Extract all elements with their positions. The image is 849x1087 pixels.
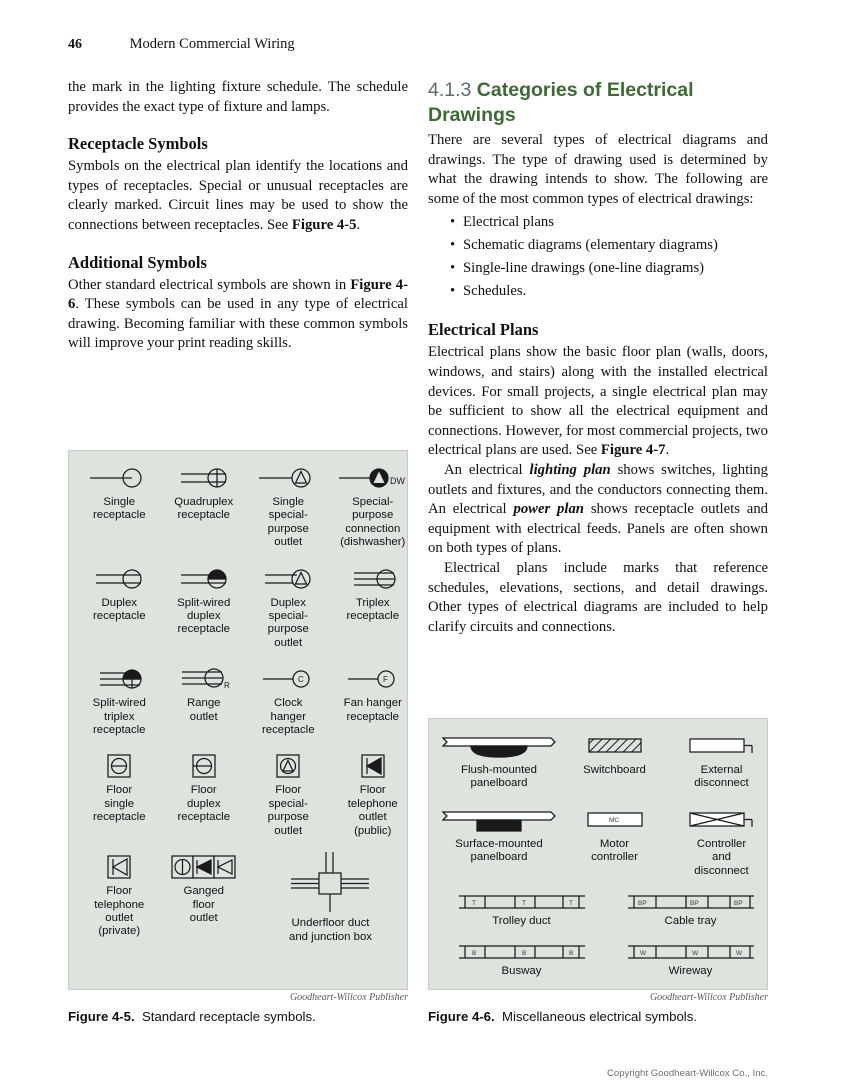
running-head (68, 36, 782, 53)
floor-telephone-outlet-private-symbol (103, 852, 135, 882)
symbol-cell-floor-special-purpose-outlet (246, 751, 331, 838)
symbol-cell-underfloor-duct-junction-box (246, 852, 415, 944)
paragraph-electrical-plans-2 (428, 461, 768, 559)
symbol-annotation: F (382, 675, 388, 685)
figure-4-5-row (69, 838, 423, 944)
symbol-label: Triplex receptacle (346, 596, 400, 623)
symbol-label: Controller and disconnect (694, 837, 749, 877)
heading-receptacle-symbols: Receptacle Symbols (68, 134, 208, 154)
symbol-label: Split-wired triplex receptacle (92, 697, 146, 737)
figure-reference-4-6: Figure 4-6 (68, 276, 408, 313)
section-heading (428, 78, 768, 128)
single-receptacle-symbol (88, 463, 150, 493)
figure-4-5-credit: Goodheart-Willcox Publisher (289, 992, 408, 1003)
symbol-label: Wireway (668, 965, 713, 978)
caption-text: Miscellaneous electrical symbols. (502, 1009, 697, 1024)
symbol-label: Duplex special- purpose outlet (267, 596, 309, 649)
paragraph-electrical-plans-3: Electrical plans include marks that reference schedules, elevations, sections, and detail drawings. Other types of electrical diagrams are included to help clarify circuits and connections. (428, 559, 768, 635)
symbol-cell-floor-telephone-outlet-private (77, 852, 162, 944)
book-title: Modern Commercial Wiring (129, 36, 295, 52)
figure-4-6-row (429, 719, 783, 791)
symbol-annotation: MC (608, 816, 619, 824)
symbol-cell-split-wired-triplex-receptacle (77, 664, 162, 737)
symbol-label: External disconnect (694, 764, 749, 790)
quadruplex-receptacle-symbol (173, 463, 235, 493)
symbol-annotation: B (521, 950, 526, 958)
symbol-annotation: T (471, 900, 476, 908)
symbol-annotation: BP (689, 900, 699, 908)
symbol-cell-floor-telephone-outlet-public (331, 751, 416, 838)
motor-controller-symbol (583, 805, 647, 835)
symbol-cell-controller-and-disconnect (668, 805, 775, 878)
single-special-purpose-outlet-symbol (257, 463, 319, 493)
symbol-annotation: BP (733, 900, 743, 908)
symbol-cell-fan-hanger-receptacle (331, 664, 416, 737)
duplex-special-purpose-outlet-symbol (257, 564, 319, 594)
caption-text: Standard receptacle symbols. (142, 1009, 316, 1024)
caption-label: Figure 4-6. (428, 1009, 495, 1024)
symbol-label: Quadruplex receptacle (174, 496, 234, 522)
symbol-cell-surface-mounted-panelboard (437, 805, 561, 878)
symbol-annotation: B (471, 950, 476, 958)
floor-special-purpose-outlet-symbol (272, 751, 304, 781)
symbol-label: Flush-mounted panelboard (461, 764, 537, 790)
switchboard-symbol (583, 731, 647, 761)
symbol-annotation: W (691, 950, 698, 958)
symbol-cell-range-outlet (162, 664, 247, 737)
para-text-end: . (356, 216, 361, 233)
symbol-label: Single receptacle (92, 496, 146, 522)
range-outlet-symbol (172, 664, 236, 694)
controller-and-disconnect-symbol (686, 805, 758, 835)
symbol-cell-ganged-floor-outlet (162, 852, 247, 944)
para-text: Symbols on the electrical plan identify the locations and types of receptacles. Special or unusual receptacles are clearly marked. Circuit lines may be used to show the connections between receptacles. See (68, 158, 408, 233)
paragraph-electrical-plans-1 (428, 343, 768, 461)
clock-hanger-receptacle-symbol (257, 664, 319, 694)
symbol-annotation: B (568, 950, 573, 958)
floor-telephone-outlet-public-symbol (357, 751, 389, 781)
symbol-annotation: W (639, 950, 646, 958)
term-lighting-plan: lighting plan (529, 461, 611, 478)
symbol-cell-busway (437, 942, 606, 978)
figure-4-5-box (68, 450, 408, 990)
symbol-annotation: BP (637, 900, 647, 908)
para-text: shows switches, lighting outlets and fixtures, and the conductors connecting them. An electrical (428, 461, 768, 518)
figure-4-6-caption (428, 1008, 778, 1025)
symbol-annotation: T (521, 900, 526, 908)
symbol-label: Special- purpose connection (dishwasher) (340, 496, 406, 549)
symbol-cell-quadruplex-receptacle (162, 463, 247, 550)
figure-reference-4-5: Figure 4-5 (291, 216, 357, 233)
heading-additional-symbols: Additional Symbols (68, 252, 207, 272)
symbol-annotation: T (568, 900, 573, 908)
list-item: • Schedules. (450, 280, 768, 303)
symbol-cell-external-disconnect (668, 731, 775, 791)
para-text: An electrical (444, 461, 530, 478)
figure-4-5-caption (68, 1008, 418, 1025)
underfloor-duct-junction-box-symbol (281, 852, 381, 914)
wireway-symbol (626, 942, 756, 962)
symbol-label: Clock hanger receptacle (261, 697, 315, 737)
left-column (68, 78, 408, 354)
right-column (428, 78, 768, 637)
external-disconnect-symbol (686, 731, 758, 761)
symbol-cell-duplex-special-purpose-outlet (246, 564, 331, 651)
split-wired-duplex-receptacle-symbol (173, 564, 235, 594)
para-text-end: . (665, 442, 670, 459)
figure-4-5-row (69, 650, 423, 737)
symbol-label: Floor single receptacle (92, 784, 146, 824)
symbol-label: Ganged floor outlet (183, 885, 225, 924)
figure-4-5-row (69, 737, 423, 838)
split-wired-triplex-receptacle-symbol (88, 664, 150, 694)
symbol-label: Floor duplex receptacle (177, 784, 231, 824)
paragraph-intro: There are several types of electrical diagrams and drawings. The type of drawing used is determined by what the drawing intends to show. The following are some of the most common types of electrical drawings: (428, 132, 768, 207)
floor-single-receptacle-symbol (103, 751, 135, 781)
cable-tray-symbol (626, 892, 756, 912)
symbol-label: Surface-mounted panelboard (455, 837, 543, 864)
symbol-label: Floor telephone outlet (private) (94, 885, 145, 938)
figure-4-6-row (429, 878, 783, 928)
symbol-label: Motor controller (591, 837, 638, 864)
copyright-line: Copyright Goodheart-Willcox Co., Inc. (606, 1068, 768, 1079)
symbol-label: Range outlet (186, 697, 221, 723)
para-text-end: shows receptacle outlets and equipment with electrical feeds. Panels are often shown on both types of plans. (428, 501, 769, 557)
special-purpose-connection-symbol (337, 463, 409, 493)
symbol-cell-trolley-duct (437, 892, 606, 928)
symbol-cell-single-special-purpose-outlet (246, 463, 331, 550)
list-item: • Schematic diagrams (elementary diagrams) (450, 234, 768, 257)
heading-electrical-plans: Electrical Plans (428, 320, 539, 340)
trolley-duct-symbol (457, 892, 587, 912)
symbol-cell-split-wired-duplex-receptacle (162, 564, 247, 651)
symbol-cell-motor-controller (561, 805, 668, 878)
symbol-label: Split-wired duplex receptacle (177, 596, 231, 636)
fan-hanger-receptacle-symbol (342, 664, 404, 694)
surface-mounted-panelboard-symbol (439, 805, 559, 835)
symbol-label: Trolley duct (492, 915, 551, 928)
busway-symbol (457, 942, 587, 962)
floor-duplex-receptacle-symbol (188, 751, 220, 781)
figure-reference-4-7: Figure 4-7 (600, 442, 666, 459)
symbol-cell-floor-single-receptacle (77, 751, 162, 838)
list-item: • Single-line drawings (one-line diagrams) (450, 257, 768, 280)
symbol-label: Underfloor duct and junction box (289, 917, 372, 943)
caption-label: Figure 4-5. (68, 1009, 135, 1024)
triplex-receptacle-symbol (342, 564, 404, 594)
para-text: Other standard electrical symbols are shown in (68, 276, 351, 293)
symbol-cell-switchboard (561, 731, 668, 791)
symbol-label: Fan hanger receptacle (343, 697, 402, 723)
symbol-annotation: C (298, 675, 305, 685)
page-number: 46 (68, 37, 82, 52)
symbol-cell-special-purpose-connection (331, 463, 416, 550)
symbol-label: Cable tray (664, 915, 717, 928)
symbol-annotation: DW (389, 476, 405, 486)
symbol-label: Floor telephone outlet (public) (347, 784, 398, 837)
symbol-cell-triplex-receptacle (331, 564, 416, 651)
section-title: Categories of Electrical Drawings (428, 79, 694, 126)
para-text: Electrical plans show the basic floor plan (walls, doors, windows, and stairs) along with the installed electrical devices. For small projects, a single electrical plan may be sufficient to show all the electrical equipment and connections. However, for most commercial projects, two electrical plans are used. See (428, 344, 768, 459)
symbol-label: Floor special- purpose outlet (267, 784, 309, 837)
section-number: 4.1.3 (428, 79, 472, 101)
duplex-receptacle-symbol (88, 564, 150, 594)
figure-4-6-credit: Goodheart-Willcox Publisher (649, 992, 768, 1003)
symbol-label: Duplex receptacle (92, 596, 146, 623)
figure-4-5-row (69, 451, 423, 550)
figure-4-6-box (428, 718, 768, 990)
symbol-cell-flush-mounted-panelboard (437, 731, 561, 791)
symbol-cell-clock-hanger-receptacle (246, 664, 331, 737)
paragraph-receptacle-symbols (68, 157, 408, 235)
figure-4-5-row (69, 550, 423, 651)
flush-mounted-panelboard-symbol (439, 731, 559, 761)
ganged-floor-outlet-symbol (168, 852, 240, 882)
list-item: • Electrical plans (450, 211, 768, 234)
symbol-label: Single special- purpose outlet (267, 496, 309, 549)
symbol-annotation: W (735, 950, 742, 958)
symbol-cell-floor-duplex-receptacle (162, 751, 247, 838)
symbol-cell-wireway (606, 942, 775, 978)
figure-4-6-row (429, 791, 783, 878)
symbol-annotation: R (223, 681, 230, 691)
para-text-end: . These symbols can be used in any type of electrical drawing. Becoming familiar with these common symbols will improve your print reading skills. (68, 296, 408, 352)
symbol-cell-duplex-receptacle (77, 564, 162, 651)
symbol-label: Busway (501, 965, 542, 978)
paragraph-additional-symbols (68, 276, 408, 354)
symbol-cell-cable-tray (606, 892, 775, 928)
drawing-types-list (428, 211, 768, 303)
term-power-plan: power plan (513, 501, 584, 518)
symbol-label: Switchboard (583, 764, 646, 776)
symbol-cell-single-receptacle (77, 463, 162, 550)
figure-4-6-row (429, 928, 783, 978)
continued-paragraph: the mark in the lighting fixture schedule. The schedule provides the exact type of fixture and lamps. (68, 79, 408, 115)
